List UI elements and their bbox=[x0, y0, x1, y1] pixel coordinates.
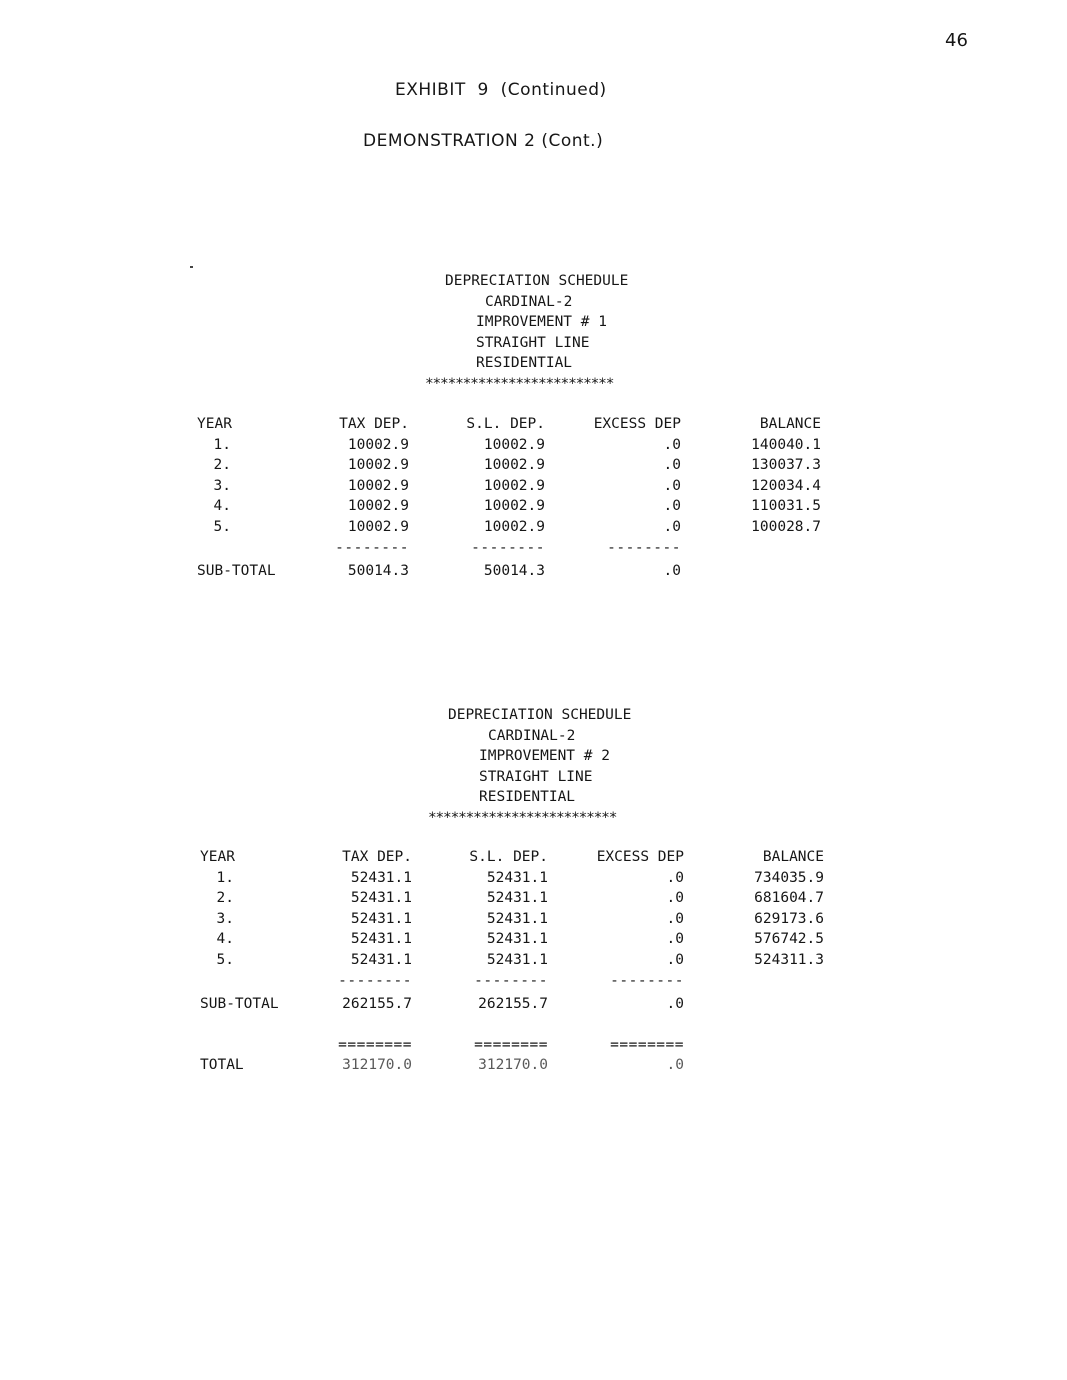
col-tax-dep-header: TAX DEP. bbox=[339, 416, 409, 432]
table-row bbox=[197, 519, 837, 540]
schedule-stars: ************************* bbox=[428, 809, 617, 826]
col-balance-header: BALANCE bbox=[762, 849, 824, 865]
excess-dep-cell: .0 bbox=[663, 457, 681, 474]
separator: -------- bbox=[335, 539, 409, 556]
demonstration-title: DEMONSTRATION 2 (Cont.) bbox=[363, 131, 604, 151]
schedule-1-header bbox=[425, 271, 629, 395]
sl-dep-cell: 10002.9 bbox=[483, 477, 545, 494]
col-balance-header: BALANCE bbox=[759, 416, 821, 432]
schedule-method: STRAIGHT LINE bbox=[476, 334, 590, 351]
table-row bbox=[200, 952, 840, 973]
subtotal-excess-dep: .0 bbox=[666, 996, 684, 1013]
sl-dep-cell: 10002.9 bbox=[483, 498, 545, 515]
tax-dep-cell: 10002.9 bbox=[347, 518, 409, 535]
sl-dep-cell: 52431.1 bbox=[486, 869, 548, 886]
balance-cell: 629173.6 bbox=[754, 910, 824, 927]
tax-dep-cell: 10002.9 bbox=[347, 498, 409, 515]
tax-dep-cell: 52431.1 bbox=[350, 931, 412, 948]
subtotal-label: SUB-TOTAL bbox=[200, 996, 279, 1013]
sl-dep-cell: 52431.1 bbox=[486, 890, 548, 907]
year-cell: 2. bbox=[213, 457, 231, 474]
subtotal-excess-dep: .0 bbox=[663, 563, 681, 580]
table-row bbox=[200, 870, 840, 891]
sl-dep-cell: 10002.9 bbox=[483, 457, 545, 474]
tax-dep-cell: 52431.1 bbox=[350, 890, 412, 907]
subtotal-row bbox=[200, 996, 840, 1017]
tax-dep-cell: 10002.9 bbox=[347, 477, 409, 494]
subtotal-sl-dep: 262155.7 bbox=[478, 996, 548, 1013]
balance-cell: 681604.7 bbox=[754, 890, 824, 907]
table-header-row bbox=[197, 416, 837, 437]
year-cell: 3. bbox=[213, 477, 231, 494]
sl-dep-cell: 52431.1 bbox=[486, 910, 548, 927]
col-year-header: YEAR bbox=[200, 849, 235, 865]
table-header-row bbox=[200, 849, 840, 870]
separator: -------- bbox=[607, 539, 681, 556]
year-cell: 3. bbox=[216, 910, 234, 927]
year-cell: 5. bbox=[216, 951, 234, 968]
col-sl-dep-header: S.L. DEP. bbox=[466, 416, 545, 432]
table-row bbox=[200, 931, 840, 952]
balance-cell: 100028.7 bbox=[751, 518, 821, 535]
tax-dep-cell: 52431.1 bbox=[350, 910, 412, 927]
separator: -------- bbox=[471, 539, 545, 556]
tax-dep-cell: 10002.9 bbox=[347, 457, 409, 474]
schedule-improvement: IMPROVEMENT # 1 bbox=[476, 314, 607, 331]
table-row bbox=[197, 478, 837, 499]
col-excess-dep-header: EXCESS DEP bbox=[596, 849, 684, 865]
separator: -------- bbox=[610, 972, 684, 989]
schedule-method: STRAIGHT LINE bbox=[479, 768, 593, 785]
excess-dep-cell: .0 bbox=[666, 951, 684, 968]
schedule-title: DEPRECIATION SCHEDULE bbox=[448, 707, 632, 723]
excess-dep-cell: .0 bbox=[663, 498, 681, 515]
schedule-property: CARDINAL-2 bbox=[488, 727, 576, 744]
col-sl-dep-header: S.L. DEP. bbox=[469, 849, 548, 865]
schedule-property: CARDINAL-2 bbox=[485, 293, 573, 310]
total-separator-row bbox=[200, 1037, 840, 1058]
balance-cell: 576742.5 bbox=[754, 931, 824, 948]
schedule-stars: ************************* bbox=[425, 375, 614, 392]
page-number: 46 bbox=[945, 30, 968, 51]
sl-dep-cell: 52431.1 bbox=[486, 951, 548, 968]
balance-cell: 110031.5 bbox=[751, 498, 821, 515]
schedule-2-table bbox=[200, 849, 840, 1078]
total-separator: ======== bbox=[338, 1036, 412, 1053]
excess-dep-cell: .0 bbox=[666, 931, 684, 948]
year-cell: 2. bbox=[216, 890, 234, 907]
total-row bbox=[200, 1057, 840, 1078]
total-tax-dep: 312170.0 bbox=[342, 1057, 412, 1074]
tax-dep-cell: 10002.9 bbox=[347, 436, 409, 453]
balance-cell: 140040.1 bbox=[751, 436, 821, 453]
balance-cell: 524311.3 bbox=[754, 951, 824, 968]
separator: -------- bbox=[474, 972, 548, 989]
schedule-2-header bbox=[428, 705, 632, 829]
schedule-type: RESIDENTIAL bbox=[476, 355, 573, 372]
subtotal-tax-dep: 262155.7 bbox=[342, 996, 412, 1013]
table-row bbox=[197, 498, 837, 519]
separator-row bbox=[197, 540, 837, 561]
schedule-title: DEPRECIATION SCHEDULE bbox=[445, 273, 629, 289]
excess-dep-cell: .0 bbox=[666, 890, 684, 907]
balance-cell: 130037.3 bbox=[751, 457, 821, 474]
excess-dep-cell: .0 bbox=[663, 436, 681, 453]
exhibit-title: EXHIBIT 9 (Continued) bbox=[395, 80, 607, 100]
table-row bbox=[197, 457, 837, 478]
subtotal-tax-dep: 50014.3 bbox=[347, 563, 409, 580]
excess-dep-cell: .0 bbox=[666, 910, 684, 927]
col-excess-dep-header: EXCESS DEP bbox=[593, 416, 681, 432]
schedule-1-table bbox=[197, 416, 837, 584]
subtotal-row bbox=[197, 563, 837, 584]
total-excess-dep: .0 bbox=[666, 1057, 684, 1074]
total-separator: ======== bbox=[610, 1036, 684, 1053]
excess-dep-cell: .0 bbox=[666, 869, 684, 886]
table-row bbox=[200, 890, 840, 911]
year-cell: 1. bbox=[213, 436, 231, 453]
separator-row bbox=[200, 973, 840, 994]
schedule-improvement: IMPROVEMENT # 2 bbox=[479, 748, 610, 765]
separator: -------- bbox=[338, 972, 412, 989]
tax-dep-cell: 52431.1 bbox=[350, 869, 412, 886]
balance-cell: 120034.4 bbox=[751, 477, 821, 494]
tax-dep-cell: 52431.1 bbox=[350, 951, 412, 968]
subtotal-label: SUB-TOTAL bbox=[197, 563, 276, 580]
year-cell: 4. bbox=[213, 498, 231, 515]
subtotal-sl-dep: 50014.3 bbox=[483, 563, 545, 580]
stray-mark bbox=[190, 266, 193, 268]
year-cell: 1. bbox=[216, 869, 234, 886]
year-cell: 4. bbox=[216, 931, 234, 948]
col-tax-dep-header: TAX DEP. bbox=[342, 849, 412, 865]
schedule-type: RESIDENTIAL bbox=[479, 789, 576, 806]
col-year-header: YEAR bbox=[197, 416, 232, 432]
sl-dep-cell: 10002.9 bbox=[483, 436, 545, 453]
table-row bbox=[200, 911, 840, 932]
total-sl-dep: 312170.0 bbox=[478, 1057, 548, 1074]
sl-dep-cell: 52431.1 bbox=[486, 931, 548, 948]
balance-cell: 734035.9 bbox=[754, 869, 824, 886]
sl-dep-cell: 10002.9 bbox=[483, 518, 545, 535]
excess-dep-cell: .0 bbox=[663, 477, 681, 494]
excess-dep-cell: .0 bbox=[663, 518, 681, 535]
total-separator: ======== bbox=[474, 1036, 548, 1053]
table-row bbox=[197, 437, 837, 458]
total-label: TOTAL bbox=[200, 1057, 244, 1074]
year-cell: 5. bbox=[213, 518, 231, 535]
